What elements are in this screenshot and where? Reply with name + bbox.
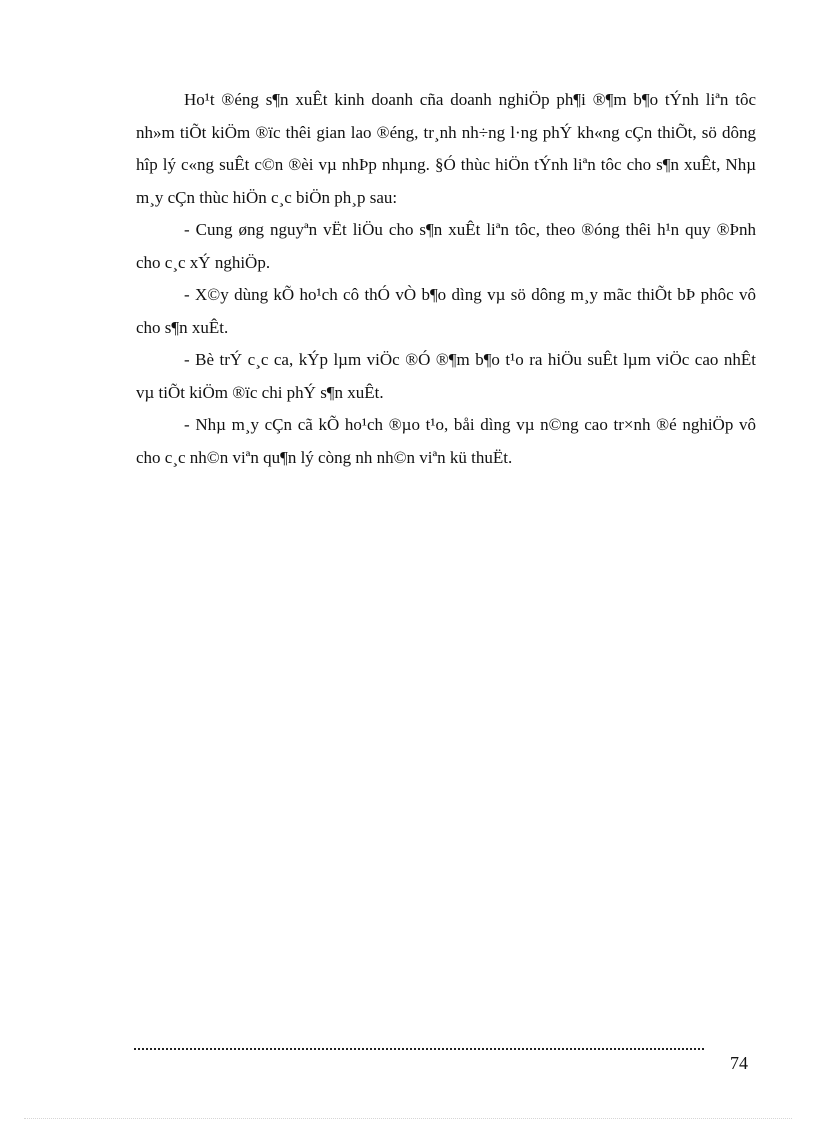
paragraph-maintenance: - X©y dùng kÕ ho¹ch cô thÓ vÒ b¶o dìng vµ sö dông m¸y mãc thiÕt bÞ phôc vô cho s¶n xuÊt.: [136, 285, 756, 337]
page-bottom-guide: [24, 1118, 792, 1119]
page-number: 74: [730, 1053, 748, 1073]
body-text: [136, 84, 756, 474]
paragraph-intro: Ho¹t ®éng s¶n xuÊt kinh doanh cña doanh nghiÖp ph¶i ®¶m b¶o tÝnh liªn tôc nh»m tiÕt kiÖm ®ïc thêi gian lao ®éng, tr¸nh nh÷ng l·ng phÝ kh«ng cÇn thiÕt, sö dông hîp lý c«ng suÊt c©n ®èi vµ nhÞp nhµng. §Ó thùc hiÖn tÝnh liªn tôc cho s¶n xuÊt, Nhµ m¸y cÇn thùc hiÖn c¸c biÖn ph¸p sau:: [136, 90, 756, 207]
footer-dotted-rule: [134, 1048, 704, 1050]
paragraph-supply: - Cung øng nguyªn vËt liÖu cho s¶n xuÊt liªn tôc, theo ®óng thêi h¹n quy ®Þnh cho c¸c xÝ nghiÖp.: [136, 220, 756, 272]
paragraph-shifts: - Bè trÝ c¸c ca, kÝp lµm viÖc ®Ó ®¶m b¶o t¹o ra hiÖu suÊt lµm viÖc cao nhÊt vµ tiÕt kiÖm ®ïc chi phÝ s¶n xuÊt.: [136, 350, 756, 402]
paragraph-training: - Nhµ m¸y cÇn cã kÕ ho¹ch ®µo t¹o, båi dìng vµ n©ng cao tr×nh ®é nghiÖp vô cho c¸c nh©n viªn qu¶n lý còng nh nh©n viªn kü thuËt.: [136, 415, 756, 467]
